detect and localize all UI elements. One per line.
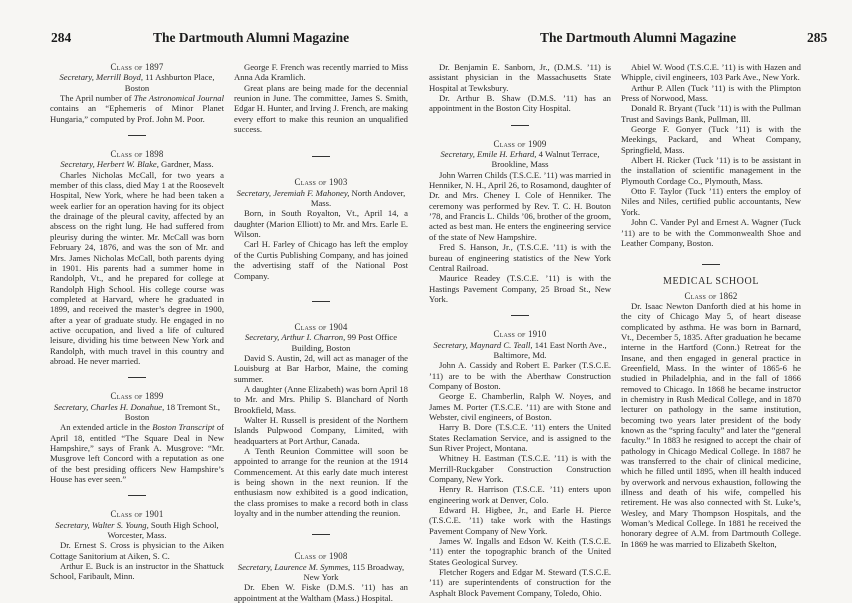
class-heading: Class of 1899 <box>110 391 164 402</box>
secretary-name: Secretary, Arthur I. Charron, <box>244 332 346 343</box>
running-title: The Dartmouth Alumni Magazine <box>540 30 737 45</box>
secretary-name: Secretary, Merrill Boyd, <box>59 72 143 83</box>
class-section-1899 <box>50 391 224 484</box>
secretary-address: 141 East North Ave., Baltimore, Md. <box>493 339 607 360</box>
paragraph: John A. Cassidy and Robert E. Parker (T.S.C.E. ’11) are to be with the Aberthaw Construction Company of Boston. <box>429 360 611 391</box>
paragraph: Whitney H. Eastman (T.S.C.E. ’11) is with the Merrill-Ruckgaber Construction Construction Company, New York. <box>429 453 611 485</box>
secretary-name: Secretary, Laurence M. Symmes, <box>237 561 351 572</box>
paragraph: Arthur E. Buck is an instructor in the Shattuck School, Faribault, Minn. <box>50 561 224 582</box>
secretary-line <box>50 520 224 541</box>
secretary-address: 99 Post Office Building, Boston <box>291 332 398 353</box>
secretary-address: North Andover, Mass. <box>310 187 406 209</box>
section-divider <box>702 264 720 265</box>
paragraph: Dr. Eben W. Fiske (D.M.S. ’11) has an appointment at the Waltham (Mass.) Hospital. <box>234 582 408 603</box>
paragraph: Walter H. Russell is president of the Northern Islands Pulpwood Company, Limited, with headquarters at Port Arthur, Canada. <box>234 414 408 446</box>
section-divider <box>312 156 330 157</box>
paragraph: Dr. Isaac Newton Danforth died at his home in the city of Chicago May 5, of heart disease complicated by asthma. He was born in Barnard, Vt., December 5, 1835. After graduation he became interne in the Hartford (Conn.) Retreat for the Insane, and then engaged in general practice in Greenfield, Mass. In the winter of 1865-6 he studied in Philadelphia, and in the fall of 1866 removed to Chicago. In 1868 he became instructor in chemistry in Rush Medical College, and in 1870 lecturer on pathology in the same institution, becoming two years later president of the body known as the “spring faculty” and later the “general faculty.” In 1883 he resigned to accept the chair of pathology in Chicago Medical College. In 1887 he was transferred to the chair of clinical medicine, which he filled until 1895, when ill health induced by overwork and nervous exhaustion, following the illness and death of his wife, compelled his retirement. He was also connected with St. Luke’s, Wesley, and Mary Thompson Hospitals, and the Woman’s Medical College. In 1881 he received the honorary degree of A.M. from Dartmouth College. In 1869 he was married to Elizabeth Skelton, <box>621 300 801 549</box>
column <box>621 50 801 549</box>
secretary-address: 11 Ashburton Place, Boston <box>124 72 215 93</box>
paragraph: Edward H. Higbee, Jr., and Earle H. Pierce (T.S.C.E. ’11) take work with the Hastings Pavement Company of New York. <box>429 505 611 536</box>
paragraph: Albert H. Ricker (Tuck ’11) is to be assistant in the installation of scientific management in the Plymouth Cordage Co., Plymouth, Mass. <box>621 155 801 186</box>
paragraph: John C. Vander Pyl and Ernest A. Wagner (Tuck ’11) are to be with the Commonwealth Shoe and Leather Company, Boston. <box>621 217 801 248</box>
school-heading: MEDICAL SCHOOL <box>662 276 760 288</box>
paragraph <box>50 93 224 124</box>
paragraph: Great plans are being made for the decennial reunion in June. The committee, James S. Smith, Edgar H. Hunter, and Irving J. French, are making every effort to make this reunion an unqualified success. <box>234 82 408 135</box>
text: An extended article in the <box>60 422 153 433</box>
right-page <box>421 0 852 600</box>
class-heading: Class of 1910 <box>493 329 547 340</box>
text: contains an “Ephemeris of Minor Planet Hungaria,” computed by Prof. John M. Poor. <box>50 103 224 124</box>
section-divider <box>128 377 146 378</box>
class-section-1901 <box>50 509 224 581</box>
newspaper-title: Boston Transcript <box>152 422 215 433</box>
secretary-address: 4 Walnut Terrace, Brookline, Mass <box>491 149 600 170</box>
class-heading: Class of 1909 <box>493 138 547 149</box>
column <box>234 50 408 603</box>
left-page <box>0 0 421 603</box>
secretary-line <box>234 188 408 209</box>
paragraph: Born, in South Royalton, Vt., April 14, a daughter (Marion Elliott) to Mr. and Mrs. Earle E. Wilson. <box>234 208 408 240</box>
paragraph: A Tenth Reunion Committee will soon be appointed to arrange for the reunion at the 1914 Commencement. At this early date much interest is being shown in the next reunion. If the enthusiasm now exhibited is a good indication, the class promises to make a record both in class loyalty and in the number attending the reunion. <box>234 445 408 519</box>
paragraph: Donald R. Bryant (Tuck ’11) is with the Pullman Trust and Savings Bank, Pullman, Ill. <box>621 103 801 124</box>
section-divider <box>312 534 330 535</box>
medical-school-section <box>621 277 801 549</box>
class-section-1908 <box>234 551 408 603</box>
paragraph: Dr. Arthur B. Shaw (D.M.S. ’11) has an appointment in the Boston City Hospital. <box>429 93 611 114</box>
paragraph: Abiel W. Wood (T.S.C.E. ’11) is with Hazen and Whipple, civil engineers, 103 Park Ave., New York. <box>621 62 801 83</box>
secretary-line <box>50 72 224 93</box>
page-number: 284 <box>51 30 72 45</box>
class-heading: Class of 1901 <box>110 509 164 520</box>
column <box>429 50 611 598</box>
secretary-address: Gardner, Mass. <box>158 159 214 170</box>
running-title: The Dartmouth Alumni Magazine <box>153 30 350 45</box>
paragraph: Harry B. Dore (T.S.C.E. ’11) enters the United States Reclamation Service, and is assigned to the Sun River Project, Montana. <box>429 422 611 453</box>
class-heading: Class of 1897 <box>110 62 164 72</box>
class-section-1910 <box>429 329 611 598</box>
secretary-name: Secretary, Emile H. Erhard, <box>440 149 537 160</box>
column <box>50 50 224 582</box>
paragraph: John Warren Childs (T.S.C.E. ’11) was married in Henniker, N. H., April 26, to Rosamond, daughter of Dr. and Mrs. Cheney I. Cole of Henniker. The ceremony was performed by Rev. T. C. H. Bouton ’78, and Francis L. Childs ’06, brother of the groom, acted as best man. He enters the engineering service of the state of New Hampshire. <box>429 169 611 242</box>
secretary-name: Secretary, Maynard C. Teall, <box>433 339 533 350</box>
secretary-name: Secretary, Walter S. Young, <box>55 519 149 530</box>
secretary-line <box>234 332 408 353</box>
secretary-address: 18 Tremont St., Boston <box>124 401 221 422</box>
paragraph: Otto F. Taylor (Tuck ’11) enters the employ of Niles and Niles, certified public accountants, New York. <box>621 186 801 217</box>
class-heading: Class of 1898 <box>110 149 164 160</box>
class-section-1909 <box>429 139 611 305</box>
section-divider <box>511 315 529 316</box>
paragraph: Henry R. Harrison (T.S.C.E. ’11) enters upon engineering work at Denver, Colo. <box>429 484 611 505</box>
class-heading: Class of 1862 <box>684 290 738 301</box>
secretary-address: South High School, Worcester, Mass. <box>107 519 219 541</box>
class-section-1904 <box>234 322 408 519</box>
class-heading: Class of 1908 <box>294 551 348 562</box>
continued-section-1901 <box>234 62 408 134</box>
secretary-line <box>429 340 611 361</box>
paragraph: David S. Austin, 2d, will act as manager of the Louisburg at Bar Harbor, Maine, the coming summer. <box>234 352 408 384</box>
paragraph: George F. French was recently married to Miss Anna Ada Kramlich. <box>234 62 408 83</box>
secretary-name: Secretary, Charles H. Donahue, <box>53 401 165 412</box>
secretary-name: Secretary, Herbert W. Blake, <box>60 159 159 170</box>
text: The April number of <box>60 93 134 104</box>
secretary-line <box>429 149 611 170</box>
journal-title: The Astronomical Journal <box>133 93 224 104</box>
class-section-1897 <box>50 62 224 124</box>
secretary-line <box>50 159 224 169</box>
continued-section-1910 <box>621 62 801 248</box>
secretary-line <box>234 562 408 583</box>
paragraph: Dr. Ernest S. Cross is physician to the Aiken Cottage Sanitorium at Aiken, S. C. <box>50 540 224 561</box>
paragraph: Maurice Readey (T.S.C.E. ’11) is with the Hastings Pavement Company, 25 Broad St., New York. <box>429 273 611 304</box>
continued-section-1908 <box>429 62 611 114</box>
paragraph: Fred S. Hanson, Jr., (T.S.C.E. ’11) is with the bureau of engineering statistics of the New York Central Railroad. <box>429 242 611 273</box>
paragraph: Dr. Benjamin E. Sanborn, Jr., (D.M.S. ’11) is assistant physician in the Massachusetts State Hospital at Tewksbury. <box>429 62 611 93</box>
section-divider <box>128 135 146 136</box>
secretary-name: Secretary, Jeremiah F. Mahoney, <box>236 187 350 198</box>
section-divider <box>128 495 146 496</box>
paragraph: George E. Chamberlin, Ralph W. Noyes, and James M. Porter (T.S.C.E. ’11) are with Stone and Webster, civil engineers, of Boston. <box>429 391 611 422</box>
secretary-address: 115 Broadway, New York <box>303 561 405 583</box>
section-divider <box>511 125 529 126</box>
class-section-1903 <box>234 177 408 280</box>
paragraph: Fletcher Rogers and Edgar M. Steward (T.S.C.E. ’11) are superintendents of construction for the Asphalt Block Pavement Company, Toledo, Ohio. <box>429 567 611 598</box>
paragraph: James W. Ingalls and Edson W. Keith (T.S.C.E. ’11) enter the topographic branch of the United States Geological Survey. <box>429 536 611 567</box>
class-heading: Class of 1904 <box>294 321 348 332</box>
text: of April 18, entitled “The Square Deal in New Hampshire,” says of Frank A. Musgrove: “Mr. Musgrove left Concord with a reputation as one of the best presiding officers New Hampshire’s House has ever seen.” <box>50 422 224 485</box>
paragraph: Carl H. Farley of Chicago has left the employ of the Curtis Publishing Company, and has joined the advertising staff of the National Post Company. <box>234 239 408 281</box>
paragraph: Charles Nicholas McCall, for two years a member of this class, died May 1 at the Roosevelt Hospital, New York, where he had been taken a week earlier for an operation having for its object the drainage of the pleural cavity, affected by an abscess on the right lung. He had suffered from pleurisy during the winter. Mr. McCall was born February 24, 1876, and was the son of Mr. and Mrs. James Nicholas McCall, both parents dying in 1901. His parents had a summer home in Randolph, Vt., and he prepared for college at Randolph High School. His college course was completed at Harvard, where he graduated in 1899, and received the master’s degree in 1900, after a year of graduate study. He engaged in no active occupation, and lived a life of cultured leisure, dividing his time between New York and Randolph, with much travel in this country and abroad. He never married. <box>50 169 224 366</box>
class-section-1898 <box>50 149 224 366</box>
class-heading: Class of 1903 <box>294 177 348 188</box>
paragraph: Arthur P. Allen (Tuck ’11) is with the Plimpton Press of Norwood, Mass. <box>621 82 801 104</box>
paragraph: George F. Gonyer (Tuck ’11) is with the Meekings, Packard, and Wheat Company, Springfield, Mass. <box>621 124 801 155</box>
paragraph <box>50 422 224 484</box>
section-divider <box>312 301 330 302</box>
secretary-line <box>50 402 224 423</box>
page-number: 285 <box>807 30 828 45</box>
paragraph: A daughter (Anne Elizabeth) was born April 18 to Mr. and Mrs. Philip S. Blanchard of North Brookfield, Mass. <box>234 383 408 415</box>
